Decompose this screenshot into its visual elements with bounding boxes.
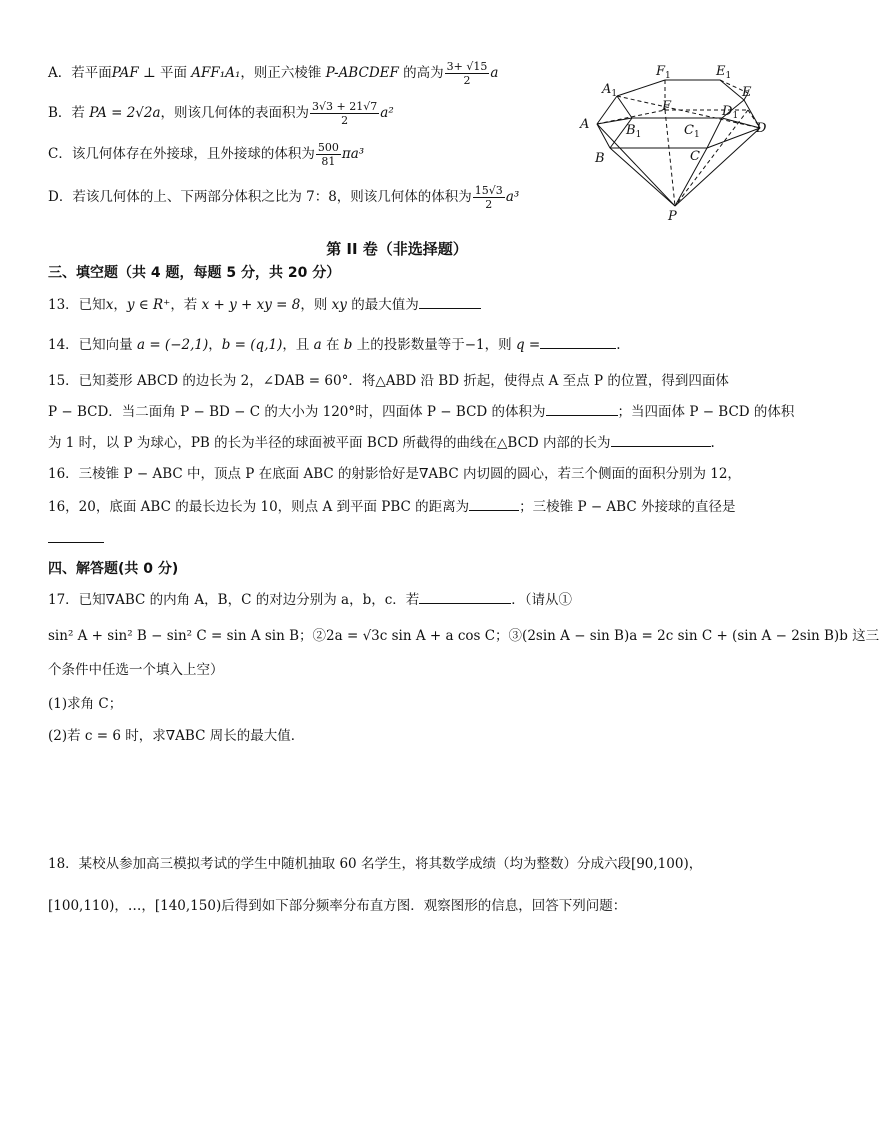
question-17-line-3: 个条件中任选一个填入上空） (48, 662, 224, 678)
fraction: $\frac{15√3}{2}$ (474, 184, 503, 211)
section-fill-blank-title: 三、填空题（共 4 题，每题 5 分，共 20 分） (48, 265, 341, 281)
answer-blank[interactable] (419, 294, 481, 309)
question-17-line-1: 17．已知∇ABC 的内角 A，B，C 的对边分别为 a，b，c．若 ．（请从① (48, 589, 572, 610)
question-16-line-3 (48, 528, 104, 549)
label-e: E (742, 85, 752, 100)
geometry-figure (572, 58, 772, 228)
section-solution-title: 四、解答题(共 0 分) (48, 561, 179, 577)
label-e1: $E_1$ (716, 64, 732, 81)
question-15-line-2: P − BCD．当二面角 P − BD − C 的大小为 120°时，四面体 P − BCD 的体积为 ；当四面体 P − BCD 的体积 (48, 401, 794, 422)
label-b1: $B_1$ (626, 123, 642, 140)
label-f1: $F_1$ (656, 64, 671, 81)
label-d1: $D_1$ (722, 104, 739, 121)
option-a: A．若平面PAF ⊥ 平面 AFF₁A₁，则正六棱锥 P-ABCDEF 的高为 $\frac{3+ √15}{2}$ a (48, 60, 499, 87)
label-a1: $A_1$ (602, 82, 618, 99)
part2-title: 第 II 卷（非选择题） (326, 240, 468, 258)
fraction: $\frac{3√3 + 21√7}{2}$ (312, 100, 378, 127)
label-c: C (690, 149, 700, 164)
question-15-line-3: 为 1 时，以 P 为球心，PB 的长为半径的球面被平面 BCD 所截得的曲线在△BCD 内部的长为 . (48, 432, 715, 453)
question-13: 13．已知x，y ∈ R⁺，若 x + y + xy = 8，则 xy 的最大值为 (48, 294, 481, 315)
question-18-line-2: [100,110)，…，[140,150)后得到如下部分频率分布直方图．观察图形的信息，回答下列问题： (48, 898, 627, 914)
label-c1: $C_1$ (684, 123, 700, 140)
question-17-line-2: sin² A + sin² B − sin² C = sin A sin B；②2a = √3c sin A + a cos C；③(2sin A − sin B)a = 2c sin C + (sin A − 2sin B)b 这三 (48, 628, 879, 644)
answer-blank[interactable] (48, 528, 104, 543)
polyhedron-diagram (572, 58, 772, 228)
question-15-line-1: 15．已知菱形 ABCD 的边长为 2，∠DAB = 60°．将△ABD 沿 BD 折起，使得点 A 至点 P 的位置，得到四面体 (48, 373, 729, 389)
answer-blank[interactable] (419, 589, 511, 604)
question-16-line-2: 16，20，底面 ABC 的最长边长为 10，则点 A 到平面 PBC 的距离为 ；三棱锥 P − ABC 外接球的直径是 (48, 496, 735, 517)
label-a: A (580, 117, 590, 132)
fraction: $\frac{3+ √15}{2}$ (446, 60, 488, 87)
answer-blank[interactable] (611, 432, 711, 447)
label-f: F (662, 99, 672, 114)
question-17-part-2: (2)若 c = 6 时，求∇ABC 周长的最大值． (48, 728, 305, 744)
question-17-part-1: (1)求角 C； (48, 696, 123, 712)
label-b: B (595, 151, 605, 166)
edge-a1-f1 (617, 80, 665, 96)
answer-blank[interactable] (546, 401, 618, 416)
label-d: D (756, 121, 767, 136)
question-16-line-1: 16．三棱锥 P − ABC 中，顶点 P 在底面 ABC 的射影恰好是∇ABC 内切圆的圆心，若三个侧面的面积分别为 12， (48, 466, 741, 482)
label-p: P (668, 209, 677, 224)
answer-blank[interactable] (540, 334, 616, 349)
option-b: B．若 PA = 2√2a，则该几何体的表面积为 $\frac{3√3 + 21√7}{2}$ a² (48, 100, 394, 127)
edge-a1-b1 (617, 96, 632, 118)
question-14: 14．已知向量 a = (−2,1)，b = (q,1)，且 a 在 b 上的投影数量等于−1，则 q = . (48, 334, 620, 355)
option-c: C．该几何体存在外接球，且外接球的体积为 $\frac{500}{81}$ πa³ (48, 141, 365, 168)
fraction: $\frac{500}{81}$ (317, 141, 339, 168)
option-d: D．若该几何体的上、下两部分体积之比为 7：8，则该几何体的体积为 $\frac{15√3}{2}$ a³ (48, 184, 520, 211)
question-18-line-1: 18．某校从参加高三模拟考试的学生中随机抽取 60 名学生，将其数学成绩（均为整数）分成六段[90,100)， (48, 856, 703, 872)
answer-blank[interactable] (469, 496, 519, 511)
